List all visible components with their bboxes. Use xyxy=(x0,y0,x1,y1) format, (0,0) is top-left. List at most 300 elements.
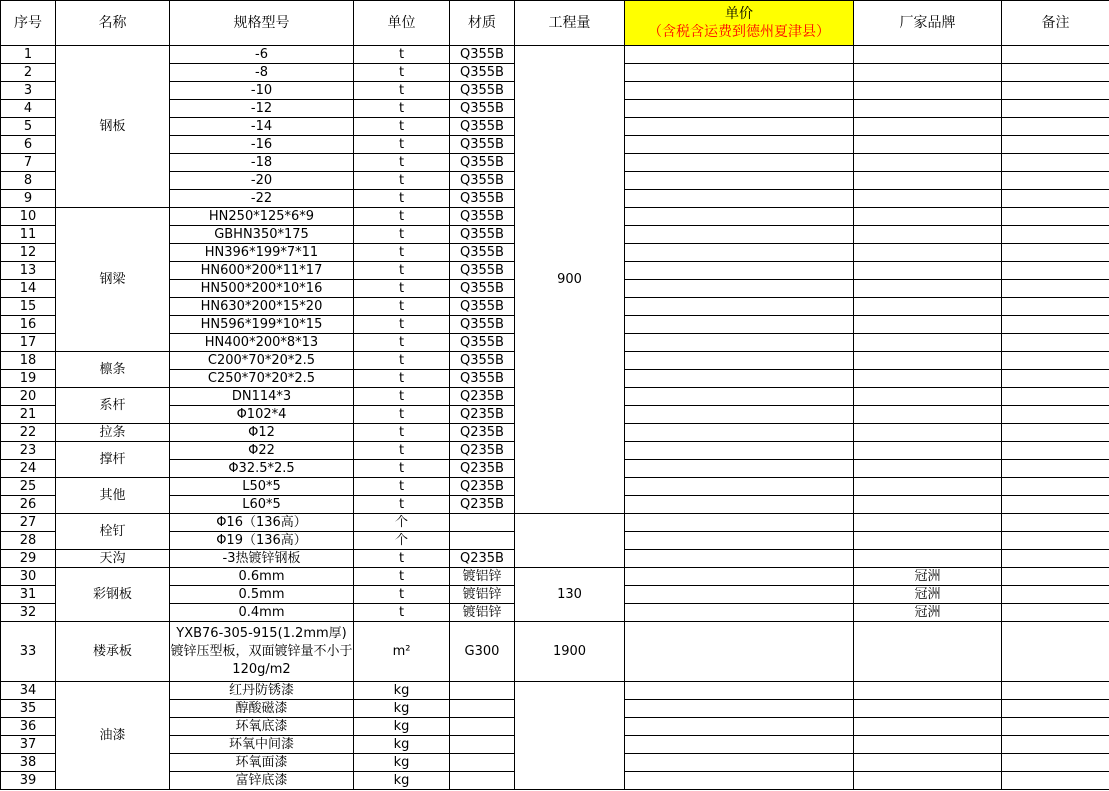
header-spec: 规格型号 xyxy=(170,1,354,46)
item-name: 拉条 xyxy=(56,424,170,442)
item-spec: Φ19（136高） xyxy=(170,532,354,550)
brand-cell[interactable] xyxy=(854,514,1002,532)
item-material: Q355B xyxy=(450,316,515,334)
remark-cell[interactable] xyxy=(1002,442,1109,460)
brand-cell[interactable] xyxy=(854,172,1002,190)
brand-cell[interactable] xyxy=(854,154,1002,172)
item-name: 油漆 xyxy=(56,682,170,790)
item-spec: GBHN350*175 xyxy=(170,226,354,244)
item-quantity xyxy=(515,514,625,568)
item-name: 钢板 xyxy=(56,46,170,208)
remark-cell[interactable] xyxy=(1002,118,1109,136)
row-number: 32 xyxy=(1,604,56,622)
unit-price-cell[interactable] xyxy=(625,478,854,496)
item-material: Q355B xyxy=(450,244,515,262)
item-material xyxy=(450,700,515,718)
item-unit: t xyxy=(354,352,450,370)
brand-cell[interactable]: 冠洲 xyxy=(854,586,1002,604)
item-spec: 0.4mm xyxy=(170,604,354,622)
item-material: Q355B xyxy=(450,136,515,154)
item-unit: kg xyxy=(354,700,450,718)
item-material: Q235B xyxy=(450,406,515,424)
item-material: Q235B xyxy=(450,550,515,568)
unit-price-cell[interactable] xyxy=(625,82,854,100)
remark-cell[interactable] xyxy=(1002,190,1109,208)
item-unit: t xyxy=(354,496,450,514)
item-spec: HN500*200*10*16 xyxy=(170,280,354,298)
brand-cell[interactable] xyxy=(854,772,1002,790)
item-unit: t xyxy=(354,550,450,568)
row-number: 38 xyxy=(1,754,56,772)
unit-price-cell[interactable] xyxy=(625,736,854,754)
unit-price-cell[interactable] xyxy=(625,550,854,568)
brand-cell[interactable] xyxy=(854,442,1002,460)
remark-cell[interactable] xyxy=(1002,622,1109,682)
item-unit: t xyxy=(354,406,450,424)
unit-price-cell[interactable] xyxy=(625,718,854,736)
item-material: G300 xyxy=(450,622,515,682)
item-unit: t xyxy=(354,334,450,352)
row-number: 34 xyxy=(1,682,56,700)
item-material xyxy=(450,682,515,700)
remark-cell[interactable] xyxy=(1002,46,1109,64)
brand-cell[interactable] xyxy=(854,550,1002,568)
unit-price-cell[interactable] xyxy=(625,424,854,442)
brand-cell[interactable] xyxy=(854,316,1002,334)
item-spec: Φ32.5*2.5 xyxy=(170,460,354,478)
brand-cell[interactable] xyxy=(854,622,1002,682)
brand-cell[interactable] xyxy=(854,190,1002,208)
row-number: 37 xyxy=(1,736,56,754)
item-unit: t xyxy=(354,388,450,406)
item-spec: Φ102*4 xyxy=(170,406,354,424)
item-spec: C200*70*20*2.5 xyxy=(170,352,354,370)
item-material: Q235B xyxy=(450,442,515,460)
item-material: Q355B xyxy=(450,46,515,64)
brand-cell[interactable] xyxy=(854,424,1002,442)
row-number: 26 xyxy=(1,496,56,514)
item-material: Q355B xyxy=(450,64,515,82)
row-number: 33 xyxy=(1,622,56,682)
unit-price-cell[interactable] xyxy=(625,442,854,460)
item-spec: -10 xyxy=(170,82,354,100)
row-number: 17 xyxy=(1,334,56,352)
item-material: Q235B xyxy=(450,424,515,442)
item-material: Q355B xyxy=(450,100,515,118)
item-material: 镀铝锌 xyxy=(450,568,515,586)
unit-price-cell[interactable] xyxy=(625,496,854,514)
item-material: Q355B xyxy=(450,334,515,352)
remark-cell[interactable] xyxy=(1002,700,1109,718)
item-unit: t xyxy=(354,604,450,622)
brand-cell[interactable] xyxy=(854,370,1002,388)
remark-cell[interactable] xyxy=(1002,604,1109,622)
brand-cell[interactable]: 冠洲 xyxy=(854,568,1002,586)
row-number: 39 xyxy=(1,772,56,790)
row-number: 4 xyxy=(1,100,56,118)
row-number: 14 xyxy=(1,280,56,298)
remark-cell[interactable] xyxy=(1002,406,1109,424)
table-row xyxy=(1,568,1109,586)
brand-cell[interactable] xyxy=(854,754,1002,772)
remark-cell[interactable] xyxy=(1002,316,1109,334)
brand-cell[interactable] xyxy=(854,682,1002,700)
item-material: Q355B xyxy=(450,352,515,370)
item-unit: t xyxy=(354,172,450,190)
remark-cell[interactable] xyxy=(1002,208,1109,226)
unit-price-cell[interactable] xyxy=(625,208,854,226)
unit-price-cell[interactable] xyxy=(625,352,854,370)
brand-cell[interactable] xyxy=(854,208,1002,226)
item-unit: t xyxy=(354,190,450,208)
item-material xyxy=(450,718,515,736)
remark-cell[interactable] xyxy=(1002,298,1109,316)
unit-price-cell[interactable] xyxy=(625,100,854,118)
row-number: 7 xyxy=(1,154,56,172)
item-material: Q355B xyxy=(450,172,515,190)
unit-price-cell[interactable] xyxy=(625,460,854,478)
row-number: 36 xyxy=(1,718,56,736)
item-unit: t xyxy=(354,82,450,100)
item-unit: 个 xyxy=(354,514,450,532)
item-material: Q235B xyxy=(450,388,515,406)
brand-cell[interactable] xyxy=(854,118,1002,136)
table-row xyxy=(1,514,1109,532)
remark-cell[interactable] xyxy=(1002,568,1109,586)
brand-cell[interactable] xyxy=(854,460,1002,478)
item-spec: 富锌底漆 xyxy=(170,772,354,790)
item-quantity: 1900 xyxy=(515,622,625,682)
row-number: 18 xyxy=(1,352,56,370)
row-number: 15 xyxy=(1,298,56,316)
brand-cell[interactable] xyxy=(854,388,1002,406)
remark-cell[interactable] xyxy=(1002,244,1109,262)
row-number: 5 xyxy=(1,118,56,136)
item-unit: t xyxy=(354,262,450,280)
row-number: 16 xyxy=(1,316,56,334)
row-number: 23 xyxy=(1,442,56,460)
row-number: 9 xyxy=(1,190,56,208)
item-unit: kg xyxy=(354,682,450,700)
unit-price-cell[interactable] xyxy=(625,190,854,208)
unit-price-cell[interactable] xyxy=(625,700,854,718)
row-number: 6 xyxy=(1,136,56,154)
item-spec: -20 xyxy=(170,172,354,190)
item-spec: HN250*125*6*9 xyxy=(170,208,354,226)
item-material: 镀铝锌 xyxy=(450,604,515,622)
row-number: 25 xyxy=(1,478,56,496)
item-spec: HN600*200*11*17 xyxy=(170,262,354,280)
item-spec: Φ12 xyxy=(170,424,354,442)
item-unit: t xyxy=(354,586,450,604)
item-spec: Φ16（136高） xyxy=(170,514,354,532)
item-unit: kg xyxy=(354,718,450,736)
item-material: Q355B xyxy=(450,154,515,172)
item-unit: t xyxy=(354,46,450,64)
item-unit: t xyxy=(354,316,450,334)
header-price-title: 单价 xyxy=(725,6,753,22)
header-unit: 单位 xyxy=(354,1,450,46)
remark-cell[interactable] xyxy=(1002,100,1109,118)
remark-cell[interactable] xyxy=(1002,172,1109,190)
row-number: 21 xyxy=(1,406,56,424)
item-material xyxy=(450,736,515,754)
row-number: 12 xyxy=(1,244,56,262)
remark-cell[interactable] xyxy=(1002,532,1109,550)
item-spec: L50*5 xyxy=(170,478,354,496)
header-name: 名称 xyxy=(56,1,170,46)
item-spec: HN396*199*7*11 xyxy=(170,244,354,262)
remark-cell[interactable] xyxy=(1002,262,1109,280)
row-number: 35 xyxy=(1,700,56,718)
header-price-note: （含税含运费到德州夏津县） xyxy=(648,24,830,40)
brand-cell[interactable] xyxy=(854,46,1002,64)
row-number: 13 xyxy=(1,262,56,280)
item-spec: -8 xyxy=(170,64,354,82)
row-number: 31 xyxy=(1,586,56,604)
row-number: 19 xyxy=(1,370,56,388)
item-unit: kg xyxy=(354,754,450,772)
item-material: Q355B xyxy=(450,118,515,136)
remark-cell[interactable] xyxy=(1002,226,1109,244)
unit-price-cell[interactable] xyxy=(625,568,854,586)
row-number: 11 xyxy=(1,226,56,244)
row-number: 28 xyxy=(1,532,56,550)
item-spec: -16 xyxy=(170,136,354,154)
unit-price-cell[interactable] xyxy=(625,118,854,136)
item-spec: C250*70*20*2.5 xyxy=(170,370,354,388)
row-number: 27 xyxy=(1,514,56,532)
item-material: Q355B xyxy=(450,226,515,244)
brand-cell[interactable] xyxy=(854,298,1002,316)
unit-price-cell[interactable] xyxy=(625,154,854,172)
remark-cell[interactable] xyxy=(1002,460,1109,478)
row-number: 2 xyxy=(1,64,56,82)
item-material xyxy=(450,514,515,532)
remark-cell[interactable] xyxy=(1002,772,1109,790)
brand-cell[interactable] xyxy=(854,244,1002,262)
item-spec: -14 xyxy=(170,118,354,136)
item-spec: 环氧中间漆 xyxy=(170,736,354,754)
item-material: Q355B xyxy=(450,82,515,100)
remark-cell[interactable] xyxy=(1002,478,1109,496)
item-spec: -6 xyxy=(170,46,354,64)
brand-cell[interactable] xyxy=(854,700,1002,718)
item-name: 其他 xyxy=(56,478,170,514)
item-unit: t xyxy=(354,244,450,262)
remark-cell[interactable] xyxy=(1002,82,1109,100)
remark-cell[interactable] xyxy=(1002,370,1109,388)
item-unit: t xyxy=(354,460,450,478)
unit-price-cell[interactable] xyxy=(625,514,854,532)
header-remark: 备注 xyxy=(1002,1,1109,46)
remark-cell[interactable] xyxy=(1002,754,1109,772)
brand-cell[interactable] xyxy=(854,136,1002,154)
unit-price-cell[interactable] xyxy=(625,388,854,406)
row-number: 20 xyxy=(1,388,56,406)
unit-price-cell[interactable] xyxy=(625,622,854,682)
header-quantity: 工程量 xyxy=(515,1,625,46)
item-spec: 环氧面漆 xyxy=(170,754,354,772)
remark-cell[interactable] xyxy=(1002,736,1109,754)
item-material: Q235B xyxy=(450,496,515,514)
unit-price-cell[interactable] xyxy=(625,370,854,388)
brand-cell[interactable] xyxy=(854,478,1002,496)
item-quantity xyxy=(515,682,625,790)
unit-price-cell[interactable] xyxy=(625,406,854,424)
unit-price-cell[interactable] xyxy=(625,754,854,772)
unit-price-cell[interactable] xyxy=(625,64,854,82)
remark-cell[interactable] xyxy=(1002,64,1109,82)
unit-price-cell[interactable] xyxy=(625,682,854,700)
unit-price-cell[interactable] xyxy=(625,316,854,334)
item-unit: t xyxy=(354,208,450,226)
unit-price-cell[interactable] xyxy=(625,226,854,244)
header-material: 材质 xyxy=(450,1,515,46)
item-name: 撑杆 xyxy=(56,442,170,478)
item-quantity: 130 xyxy=(515,568,625,622)
item-spec: 醇酸磁漆 xyxy=(170,700,354,718)
brand-cell[interactable] xyxy=(854,64,1002,82)
table-row xyxy=(1,622,1109,682)
brand-cell[interactable] xyxy=(854,406,1002,424)
item-spec: DN114*3 xyxy=(170,388,354,406)
remark-cell[interactable] xyxy=(1002,388,1109,406)
remark-cell[interactable] xyxy=(1002,586,1109,604)
item-unit: t xyxy=(354,370,450,388)
unit-price-cell[interactable] xyxy=(625,532,854,550)
item-name: 楼承板 xyxy=(56,622,170,682)
unit-price-cell[interactable] xyxy=(625,262,854,280)
unit-price-cell[interactable] xyxy=(625,172,854,190)
item-material: 镀铝锌 xyxy=(450,586,515,604)
remark-cell[interactable] xyxy=(1002,136,1109,154)
item-material: Q355B xyxy=(450,190,515,208)
item-name: 天沟 xyxy=(56,550,170,568)
brand-cell[interactable] xyxy=(854,262,1002,280)
unit-price-cell[interactable] xyxy=(625,244,854,262)
brand-cell[interactable] xyxy=(854,532,1002,550)
item-name: 檩条 xyxy=(56,352,170,388)
item-spec: 环氧底漆 xyxy=(170,718,354,736)
item-unit: m² xyxy=(354,622,450,682)
item-unit: t xyxy=(354,136,450,154)
item-spec: HN596*199*10*15 xyxy=(170,316,354,334)
item-spec: HN630*200*15*20 xyxy=(170,298,354,316)
row-number: 8 xyxy=(1,172,56,190)
table-row xyxy=(1,46,1109,64)
remark-cell[interactable] xyxy=(1002,682,1109,700)
item-unit: t xyxy=(354,298,450,316)
item-unit: 个 xyxy=(354,532,450,550)
item-material: Q355B xyxy=(450,262,515,280)
item-spec: Φ22 xyxy=(170,442,354,460)
unit-price-cell[interactable] xyxy=(625,334,854,352)
item-spec: 0.6mm xyxy=(170,568,354,586)
remark-cell[interactable] xyxy=(1002,280,1109,298)
item-material: Q355B xyxy=(450,208,515,226)
brand-cell[interactable] xyxy=(854,226,1002,244)
brand-cell[interactable] xyxy=(854,280,1002,298)
header-seq: 序号 xyxy=(1,1,56,46)
item-quantity: 900 xyxy=(515,46,625,514)
item-spec: 0.5mm xyxy=(170,586,354,604)
item-unit: t xyxy=(354,478,450,496)
item-material: Q355B xyxy=(450,370,515,388)
table-row xyxy=(1,682,1109,700)
item-unit: t xyxy=(354,280,450,298)
item-unit: kg xyxy=(354,772,450,790)
unit-price-cell[interactable] xyxy=(625,604,854,622)
remark-cell[interactable] xyxy=(1002,718,1109,736)
remark-cell[interactable] xyxy=(1002,514,1109,532)
item-spec: -3热镀锌钢板 xyxy=(170,550,354,568)
unit-price-cell[interactable] xyxy=(625,586,854,604)
item-material: Q235B xyxy=(450,478,515,496)
row-number: 3 xyxy=(1,82,56,100)
brand-cell[interactable] xyxy=(854,736,1002,754)
unit-price-cell[interactable] xyxy=(625,136,854,154)
remark-cell[interactable] xyxy=(1002,496,1109,514)
row-number: 1 xyxy=(1,46,56,64)
remark-cell[interactable] xyxy=(1002,550,1109,568)
item-material xyxy=(450,532,515,550)
remark-cell[interactable] xyxy=(1002,352,1109,370)
item-unit: t xyxy=(354,424,450,442)
item-unit: t xyxy=(354,442,450,460)
brand-cell[interactable] xyxy=(854,82,1002,100)
remark-cell[interactable] xyxy=(1002,334,1109,352)
item-unit: t xyxy=(354,64,450,82)
item-material xyxy=(450,754,515,772)
item-spec: -18 xyxy=(170,154,354,172)
item-name: 彩钢板 xyxy=(56,568,170,622)
item-spec: YXB76-305-915(1.2mm厚)镀锌压型板，双面镀锌量不小于120g/m2 xyxy=(170,622,354,682)
brand-cell[interactable] xyxy=(854,334,1002,352)
unit-price-cell[interactable] xyxy=(625,46,854,64)
item-spec: 红丹防锈漆 xyxy=(170,682,354,700)
item-unit: t xyxy=(354,226,450,244)
item-name: 系杆 xyxy=(56,388,170,424)
brand-cell[interactable] xyxy=(854,100,1002,118)
header-unit-price[interactable] xyxy=(625,1,854,46)
item-spec: -22 xyxy=(170,190,354,208)
brand-cell[interactable] xyxy=(854,352,1002,370)
row-number: 22 xyxy=(1,424,56,442)
brand-cell[interactable] xyxy=(854,718,1002,736)
brand-cell[interactable] xyxy=(854,496,1002,514)
item-material: Q355B xyxy=(450,298,515,316)
item-name: 钢梁 xyxy=(56,208,170,352)
item-unit: kg xyxy=(354,736,450,754)
item-material: Q235B xyxy=(450,460,515,478)
item-unit: t xyxy=(354,568,450,586)
item-spec: L60*5 xyxy=(170,496,354,514)
unit-price-cell[interactable] xyxy=(625,298,854,316)
item-unit: t xyxy=(354,154,450,172)
header-brand: 厂家品牌 xyxy=(854,1,1002,46)
item-material xyxy=(450,772,515,790)
row-number: 24 xyxy=(1,460,56,478)
brand-cell[interactable]: 冠洲 xyxy=(854,604,1002,622)
item-material: Q355B xyxy=(450,280,515,298)
unit-price-cell[interactable] xyxy=(625,280,854,298)
unit-price-cell[interactable] xyxy=(625,772,854,790)
remark-cell[interactable] xyxy=(1002,424,1109,442)
row-number: 30 xyxy=(1,568,56,586)
remark-cell[interactable] xyxy=(1002,154,1109,172)
row-number: 10 xyxy=(1,208,56,226)
